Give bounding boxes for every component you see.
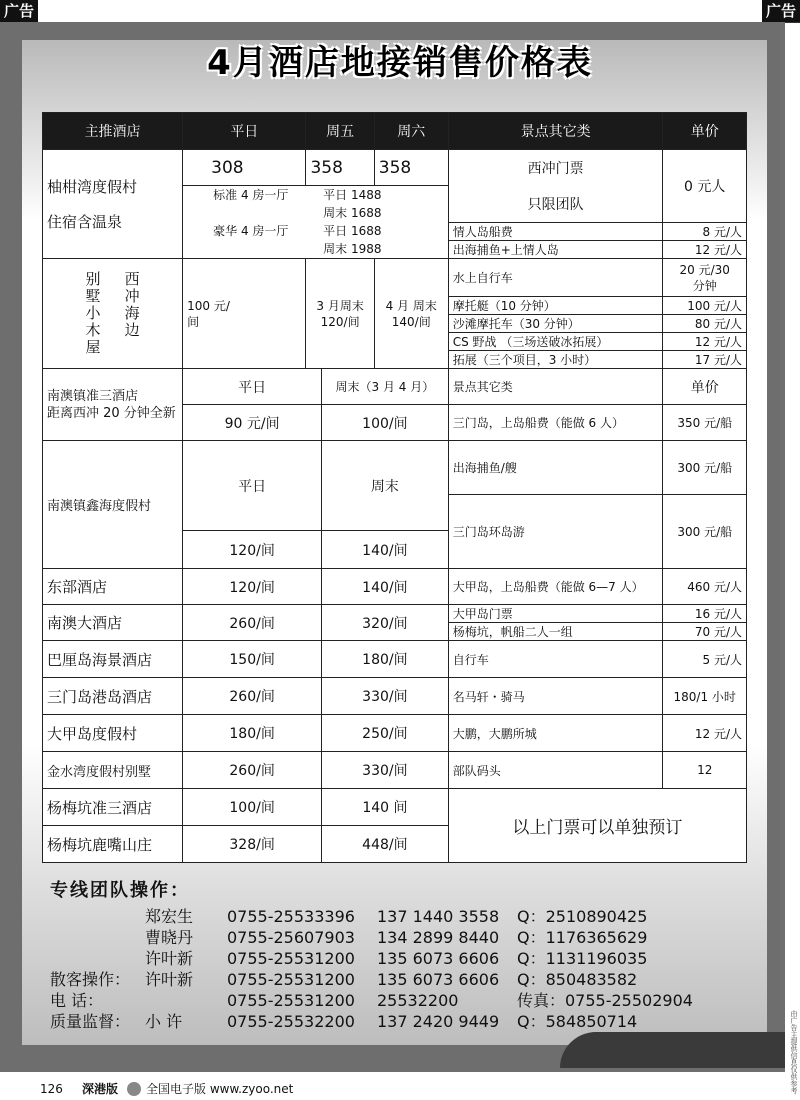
row-1-attr-0: 大甲岛门票 bbox=[448, 605, 663, 623]
villa-attr-1: 摩托艇（10 分钟） bbox=[448, 297, 663, 315]
row-1-weekday: 260/间 bbox=[183, 605, 322, 641]
hotel1-saturday: 358 bbox=[374, 150, 448, 186]
row-2-attr-price: 5 元/人 bbox=[663, 641, 747, 678]
xinhai-attr2-price: 300 元/船 bbox=[663, 495, 747, 569]
table-row bbox=[43, 605, 747, 623]
side-note: 由广告主提供信息仅供参考 bbox=[790, 1010, 798, 1094]
contact-tel: 0755-25607903 bbox=[227, 928, 355, 947]
villa-attr-0-price: 20 元/30 分钟 bbox=[663, 259, 747, 297]
contact-row bbox=[50, 969, 750, 990]
xinhai-attr1: 出海捕鱼/艘 bbox=[448, 441, 663, 495]
contact-row bbox=[50, 990, 750, 1011]
nanao-zhunsan-weekend: 100/间 bbox=[322, 405, 449, 441]
row-5-attr-price: 12 bbox=[663, 752, 747, 789]
hotel1-attr1 bbox=[448, 150, 663, 223]
header-weekday: 平日 bbox=[183, 113, 306, 150]
header-unit-price: 单价 bbox=[663, 113, 747, 150]
xinhai-weekday: 120/间 bbox=[183, 531, 322, 569]
row-4-weekend: 250/间 bbox=[322, 715, 449, 752]
row-2-name: 巴厘岛海景酒店 bbox=[43, 641, 183, 678]
contact-mobile: 135 6073 6606 bbox=[377, 970, 500, 989]
hotel1-name-line2: 住宿含温泉 bbox=[47, 213, 123, 231]
row-5-attr: 部队码头 bbox=[448, 752, 663, 789]
row-4-name: 大甲岛度假村 bbox=[43, 715, 183, 752]
contact-row bbox=[50, 927, 750, 948]
contact-tel: 0755-25531200 bbox=[227, 991, 355, 1010]
table-row bbox=[43, 789, 747, 826]
table-row bbox=[43, 641, 747, 678]
yangmei1-weekend: 140 间 bbox=[322, 789, 449, 826]
hotel1-attr1-line2: 只限团队 bbox=[527, 196, 584, 213]
villa-name-col1: 别 墅 小 木 屋 bbox=[85, 270, 101, 356]
villa-attr-4: 拓展（三个项目，3 小时） bbox=[448, 351, 663, 369]
villa-attr-1-price: 100 元/人 bbox=[663, 297, 747, 315]
row-5-weekend: 330/间 bbox=[322, 752, 449, 789]
sub-header-attractions: 景点其它类 bbox=[448, 369, 663, 405]
row-0-attr: 大甲岛，上岛船费（能做 6—7 人） bbox=[448, 569, 663, 605]
price-table bbox=[42, 112, 747, 863]
contact-row bbox=[50, 948, 750, 969]
hotel1-room1-weekday: 平日 1488 bbox=[323, 188, 382, 202]
contact-mobile: 25532200 bbox=[377, 991, 459, 1010]
row-4-attr: 大鹏，大鹏所城 bbox=[448, 715, 663, 752]
hotel1-room1: 标准 4 房一厅 bbox=[213, 188, 289, 202]
xinhai-weekend-label: 周末 bbox=[322, 441, 449, 531]
nanao-zhunsan-weekday: 90 元/间 bbox=[183, 405, 322, 441]
row-4-weekday: 180/间 bbox=[183, 715, 322, 752]
hotel1-attr2: 情人岛船费 bbox=[448, 222, 663, 240]
hotel1-name-line1: 柚柑湾度假村 bbox=[47, 178, 138, 196]
table-row bbox=[43, 678, 747, 715]
contact-mobile: 135 6073 6606 bbox=[377, 949, 500, 968]
contact-name: 小 许 bbox=[145, 1012, 183, 1031]
hotel1-attr2-price: 8 元/人 bbox=[663, 222, 747, 240]
xinhai-weekday-label: 平日 bbox=[183, 441, 322, 531]
contact-qq: Q：584850714 bbox=[517, 1012, 638, 1031]
contact-name: 许叶新 bbox=[145, 970, 194, 989]
page-number: 126 bbox=[40, 1082, 63, 1096]
contacts-section bbox=[50, 876, 750, 1032]
contact-tel: 0755-25533396 bbox=[227, 907, 355, 926]
sub-header-weekday: 平日 bbox=[183, 369, 322, 405]
villa-name-col2: 西 冲 海 边 bbox=[124, 270, 140, 339]
row-3-weekend: 330/间 bbox=[322, 678, 449, 715]
contact-mobile: 137 1440 3558 bbox=[377, 907, 500, 926]
hotel1-attr3: 出海捕鱼+上情人岛 bbox=[448, 240, 663, 258]
contact-row bbox=[50, 906, 750, 927]
hotel1-name bbox=[43, 150, 183, 259]
contact-tel: 0755-25531200 bbox=[227, 949, 355, 968]
row-2-weekday: 150/间 bbox=[183, 641, 322, 678]
villa-name bbox=[43, 259, 183, 369]
hotel1-room-prices bbox=[183, 186, 449, 259]
contact-tel: 0755-25531200 bbox=[227, 970, 355, 989]
yangmei1-weekday: 100/间 bbox=[183, 789, 322, 826]
nanao-zhunsan-attr: 三门岛，上岛船费（能做 6 人） bbox=[448, 405, 663, 441]
contact-qq: Q：1131196035 bbox=[517, 949, 648, 968]
contact-label: 散客操作： bbox=[50, 970, 131, 989]
xinhai-attr1-price: 300 元/船 bbox=[663, 441, 747, 495]
villa-price2: 3 月周末 120/间 bbox=[306, 259, 374, 369]
contact-mobile: 134 2899 8440 bbox=[377, 928, 500, 947]
hotel1-room2-weekend: 周末 1988 bbox=[323, 242, 382, 256]
ad-label-left: 广告 bbox=[0, 0, 38, 22]
xinhai-name: 南澳镇鑫海度假村 bbox=[43, 441, 183, 569]
table-row bbox=[43, 150, 747, 186]
table-row bbox=[43, 752, 747, 789]
row-0-weekend: 140/间 bbox=[322, 569, 449, 605]
row-2-weekend: 180/间 bbox=[322, 641, 449, 678]
villa-attr-2-price: 80 元/人 bbox=[663, 315, 747, 333]
hotel1-attr3-price: 12 元/人 bbox=[663, 240, 747, 258]
page-footer bbox=[0, 1078, 800, 1100]
row-3-name: 三门岛港岛酒店 bbox=[43, 678, 183, 715]
table-row bbox=[43, 441, 747, 495]
yangmei2-weekend: 448/间 bbox=[322, 826, 449, 863]
row-4-attr-price: 12 元/人 bbox=[663, 715, 747, 752]
contact-name: 郑宏生 bbox=[145, 907, 194, 926]
contact-qq: Q：2510890425 bbox=[517, 907, 648, 926]
row-0-attr-price: 460 元/人 bbox=[663, 569, 747, 605]
villa-price3: 4 月 周末 140/间 bbox=[374, 259, 448, 369]
top-bar bbox=[0, 0, 800, 23]
hotel1-attr1-line1: 西冲门票 bbox=[527, 160, 584, 177]
villa-price1: 100 元/ 间 bbox=[183, 259, 306, 369]
contact-name: 许叶新 bbox=[145, 949, 194, 968]
header-attractions: 景点其它类 bbox=[448, 113, 663, 150]
villa-attr-0: 水上自行车 bbox=[448, 259, 663, 297]
row-0-name: 东部酒店 bbox=[43, 569, 183, 605]
magazine-logo-icon bbox=[127, 1082, 141, 1096]
xinhai-weekend: 140/间 bbox=[322, 531, 449, 569]
contact-qq: 传真：0755-25502904 bbox=[517, 991, 693, 1010]
contact-mobile: 137 2420 9449 bbox=[377, 1012, 500, 1031]
villa-attr-2: 沙滩摩托车（30 分钟） bbox=[448, 315, 663, 333]
row-1-name: 南澳大酒店 bbox=[43, 605, 183, 641]
edition-label: 深港版 bbox=[82, 1082, 119, 1096]
row-1-weekend: 320/间 bbox=[322, 605, 449, 641]
yangmei2-name: 杨梅坑鹿嘴山庄 bbox=[43, 826, 183, 863]
row-3-weekday: 260/间 bbox=[183, 678, 322, 715]
contact-qq: Q：1176365629 bbox=[517, 928, 648, 947]
row-0-weekday: 120/间 bbox=[183, 569, 322, 605]
nanao-zhunsan-attr-price: 350 元/船 bbox=[663, 405, 747, 441]
contact-qq: Q：850483582 bbox=[517, 970, 638, 989]
contact-label: 质量监督： bbox=[50, 1012, 131, 1031]
hotel1-room1-weekend: 周末 1688 bbox=[323, 206, 382, 220]
villa-attr-3: CS 野战 （三场送破冰拓展） bbox=[448, 333, 663, 351]
corner-decoration bbox=[560, 1032, 785, 1068]
xinhai-attr2: 三门岛环岛游 bbox=[448, 495, 663, 569]
row-2-attr: 自行车 bbox=[448, 641, 663, 678]
villa-attr-3-price: 12 元/人 bbox=[663, 333, 747, 351]
table-row bbox=[43, 369, 747, 405]
hotel1-friday: 358 bbox=[306, 150, 374, 186]
sub-header-unit-price: 单价 bbox=[663, 369, 747, 405]
table-header-row bbox=[43, 113, 747, 150]
hotel1-weekday: 308 bbox=[183, 150, 306, 186]
row-1-attr-0-price: 16 元/人 bbox=[663, 605, 747, 623]
contact-tel: 0755-25532200 bbox=[227, 1012, 355, 1031]
contact-label: 电 话： bbox=[50, 991, 104, 1010]
page-title: 4月酒店地接销售价格表 bbox=[207, 43, 593, 83]
hotel1-room2: 豪华 4 房一厅 bbox=[213, 224, 289, 238]
row-3-attr-price: 180/1 小时 bbox=[663, 678, 747, 715]
table-row bbox=[43, 715, 747, 752]
table-row bbox=[43, 259, 747, 297]
contacts-heading: 专线团队操作： bbox=[50, 880, 190, 901]
sub-header-hotel: 南澳镇准三酒店 距离西冲 20 分钟全新 bbox=[43, 369, 183, 441]
hotel1-room2-weekday: 平日 1688 bbox=[323, 224, 382, 238]
row-3-attr: 名马轩・骑马 bbox=[448, 678, 663, 715]
header-saturday: 周六 bbox=[374, 113, 448, 150]
ticket-note: 以上门票可以单独预订 bbox=[448, 789, 746, 863]
yangmei1-name: 杨梅坑准三酒店 bbox=[43, 789, 183, 826]
hotel1-attr1-price: 0 元人 bbox=[663, 150, 747, 223]
row-1-attr-1: 杨梅坑，帆船二人一组 bbox=[448, 623, 663, 641]
yangmei2-weekday: 328/间 bbox=[183, 826, 322, 863]
row-1-attr-1-price: 70 元/人 bbox=[663, 623, 747, 641]
table-row bbox=[43, 569, 747, 605]
header-hotel: 主推酒店 bbox=[43, 113, 183, 150]
row-5-name: 金水湾度假村别墅 bbox=[43, 752, 183, 789]
header-friday: 周五 bbox=[306, 113, 374, 150]
national-edition: 全国电子版 www.zyoo.net bbox=[146, 1082, 294, 1096]
villa-attr-4-price: 17 元/人 bbox=[663, 351, 747, 369]
contact-row bbox=[50, 1011, 750, 1032]
ad-label-right: 广告 bbox=[762, 0, 800, 22]
sub-header-weekend: 周末（3 月 4 月） bbox=[322, 369, 449, 405]
contact-name: 曹晓丹 bbox=[145, 928, 194, 947]
row-5-weekday: 260/间 bbox=[183, 752, 322, 789]
